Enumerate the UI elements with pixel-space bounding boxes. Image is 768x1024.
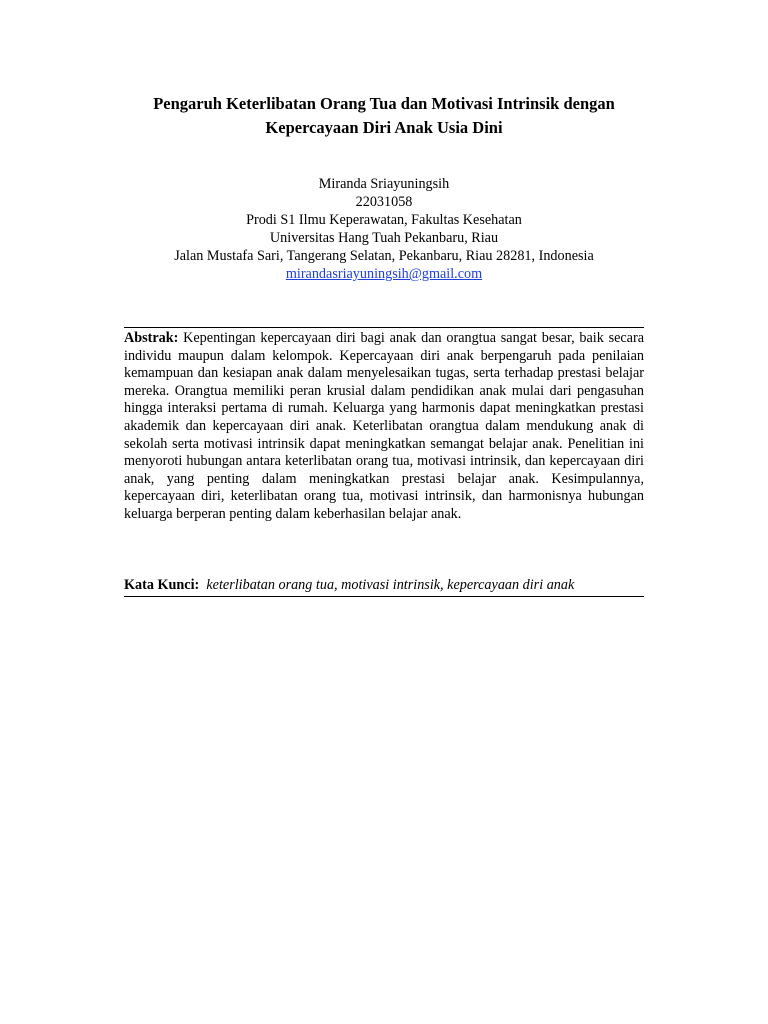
author-address: Jalan Mustafa Sari, Tangerang Selatan, Pekanbaru, Riau 28281, Indonesia [174,248,594,264]
abstract-label: Abstrak: [124,330,179,346]
author-student-id: 22031058 [355,194,413,210]
paper-title [100,92,668,140]
author-email-link[interactable]: mirandasriayuningsih@gmail.com [285,266,483,282]
keywords-text: keterlibatan orang tua, motivasi intrinsik, kepercayaan diri anak [206,577,575,593]
paper-title-line-1: Pengaruh Keterlibatan Orang Tua dan Motivasi Intrinsik dengan [153,94,615,113]
author-program: Prodi S1 Ilmu Keperawatan, Fakultas Kesehatan [246,212,522,228]
abstract-paragraph [124,330,644,524]
author-name: Miranda Sriayuningsih [318,176,450,192]
author-university: Universitas Hang Tuah Pekanbaru, Riau [269,230,499,246]
keywords-bottom-divider [124,596,644,597]
paper-title-line-2: Kepercayaan Diri Anak Usia Dini [265,118,503,137]
abstract-top-divider [124,327,644,328]
keywords-label: Kata Kunci: [124,577,200,593]
author-block [100,175,668,283]
keywords-line [124,577,644,594]
abstract-text: Kepentingan kepercayaan diri bagi anak dan orangtua sangat besar, baik secara individu maupun dalam kelompok. Kepercayaan diri anak berpengaruh pada penilaian kemampuan dan kesiapan anak dalam menyelesaikan tugas, serta terhadap prestasi belajar mereka. Orangtua memiliki peran krusial dalam pendidikan anak mulai dari pengasuhan hingga interaksi pertama di rumah. Keluarga yang harmonis dapat meningkatkan prestasi akademik dan kepercayaan diri anak. Keterlibatan orangtua dalam mendukung anak di sekolah serta motivasi intrinsik dapat meningkatkan semangat belajar anak. Penelitian ini menyoroti hubungan antara keterlibatan orang tua, motivasi intrinsik, dan kepercayaan diri anak, yang penting dalam meningkatkan prestasi belajar anak. Kesimpulannya, kepercayaan diri, keterlibatan orang tua, motivasi intrinsik, dan harmonisnya hubungan keluarga berperan penting dalam keberhasilan belajar anak. [124,330,645,522]
